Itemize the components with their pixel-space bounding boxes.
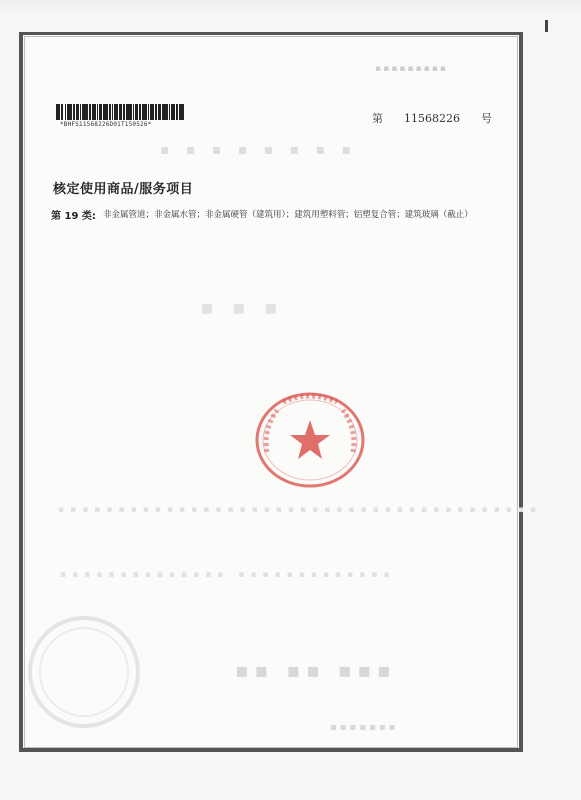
section-title: 核定使用商品/服务项目: [53, 182, 194, 197]
bleed-through-text: ▪▪▪▪▪▪▪: [330, 722, 399, 733]
bleed-through-text: ▪▪▪▪▪▪▪▪▪▪▪▪▪▪ ▪▪▪▪▪▪▪▪▪▪▪▪▪: [60, 570, 396, 580]
faint-seal-icon: [24, 612, 144, 732]
class-label: 第 19 类:: [51, 211, 96, 222]
scan-edge: [0, 0, 581, 16]
scan-mark: [545, 20, 548, 32]
registration-number: [372, 110, 492, 126]
class-items: 非金属管道；非金属水管；非金属硬管（建筑用）；建筑用塑料管；铝塑复合管；建筑玻璃（截止）: [103, 210, 473, 220]
bleed-through-text: ▪▪▪▪▪▪▪▪▪▪▪▪▪▪▪▪▪▪▪▪▪▪▪▪▪▪▪▪▪▪▪▪▪▪▪▪▪▪▪▪: [58, 505, 542, 515]
registration-suffix: 号: [480, 112, 492, 125]
bleed-through-text: ▪▪▪▪▪▪▪▪▪: [375, 64, 448, 74]
barcode-icon: [56, 104, 184, 120]
registration-number-value: 11568226: [403, 112, 460, 125]
bleed-through-text: ▪▪ ▪▪ ▪▪▪: [235, 658, 397, 682]
star-seal-icon: [253, 390, 367, 490]
registration-prefix: 第: [372, 112, 383, 125]
bleed-through-text: ▪ ▪ ▪: [200, 295, 284, 319]
bleed-through-text: ▪ ▪ ▪ ▪ ▪ ▪ ▪ ▪: [160, 142, 358, 158]
barcode-number: *BHFS11568226D01T150526*: [60, 121, 152, 128]
